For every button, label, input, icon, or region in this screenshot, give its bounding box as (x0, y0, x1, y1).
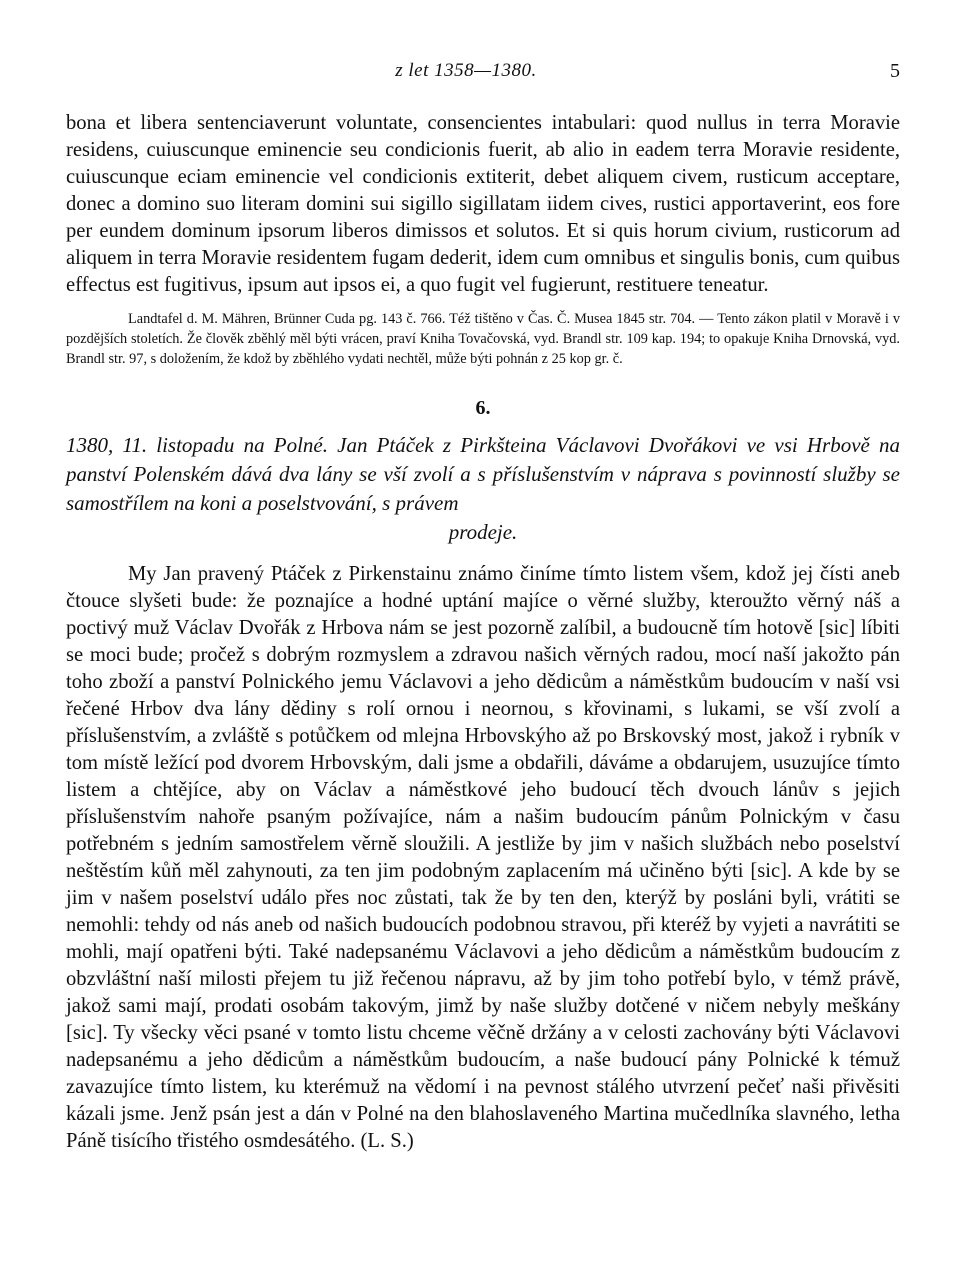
document-text-body: My Jan pravený Ptáček z Pirkenstainu známo činíme tímto listem všem, kdož jej čísti aneb čtouce slyšeti bude: že poznajíce a hodné uptání majíce o věrné služby, kteroužto věrný náš a poctivý muž Václav Dvořák z Hrbova nám se jest pozorně zalíbil, a budoucně tím hotově [sic] líbiti se moci bude; pročež s dobrým rozmyslem a zdravou našich věrných radou, mocí naší jakožto pán toho zboží a panství Polnického jemu Václavovi a jeho dědicům a náměstkům budoucím v naší vsi řečené Hrbov dva lány dědiny s rolí ornou i neornou, s křovinami, s lukami, se vší zvolí a příslušenstvím, a zvláště s potůčkem od mlejna Hrbovskýho až po Brskovský most, jakož i rybník v tom místě ležící pod dvorem Hrbovským, dali jsme a obdařili, dáváme a obdarujem, usuzujíce tímto listem a chtějíce, aby on Václav a náměstkové jeho budoucí těch dvouch lánův s jejich příslušenstvím nahoře psaným požívajíce, nám a našim budoucím pánům Polnickým v času potřebném s jedním samostřelem věrně sloužili. A jestliže by jim v našich službách nebo poselství neštěstím kůň měl zahynouti, za ten jim podobným zaplacením má učiněno býti [sic]. A kde by se jim v našem poselství událo přes noc zůstati, tak že by ten den, kterýž by posláni byli, vrátiti se nemohli: tehdy od nás aneb od našich budoucích podobnou stravou, při kteréž by vyjeti a navrátiti se mohli, mají opatřeni býti. Také nadepsanému Václavovi a jeho dědicům a náměstkům budoucím z obzvláštní naší milosti přejem tu již řečenou nápravu, až by jim toho potřebí bylo, v témž právě, jakož sami mají, prodati osobám takovým, jimž by naše služby dotčené v ničem nebyly meškány [sic]. Ty všecky věci psané v tomto listu chceme věčně držány a v celosti zachovány býti Václavovi nadepsanému a jeho dědicům a náměstkům budoucím, a naše budoucí pány Polnické k témuž zavazujíce tímto listem, ku kterémuž na vědomí i na pevnost stálého utvrzení pečeť naši přivěsiti kázali jsme. Jenž psán jest a dán v Polné na den blahoslaveného Martina mučedlníka slavného, letha Páně tisícího třistého osmdesátého. (L. S.) (66, 563, 900, 1152)
editorial-notes (66, 309, 900, 369)
document-text (66, 561, 900, 1155)
document-number: 6. (475, 397, 491, 419)
continuation-paragraph: bona et libera sentenciaverunt voluntate, consencientes intabulari: quod nullus in terra Moravie residens, cuiuscunque eminencie seu condicionis fuerit, ab alio in eadem terra Moravie residente, cuiuscunque eciam eminencie vel condicionis extiterit, debet aliquem civem, rusticum acceptare, donec a domino suo literam domini sui sigillo sigillatam iidem cives, rustici apportaverint, eos fore per eundem dominum ipsorum liberos dimissos et solutos. Et si quis horum civium, rusticorum ad aliquem in terra Moravie residentem fugam dederit, idem cum omnibus et singulis bonis, cum quibus effectus est fugitivus, ipsum aut ipsos ei, a quo fugit vel fugierunt, restituere teneatur. (66, 112, 900, 296)
running-title: z let 1358—1380. (395, 60, 537, 81)
notes-text: Landtafel d. M. Mähren, Brünner Cuda pg. 143 č. 766. Též tištěno v Čas. Č. Musea 1845 str. 704. — Tento zákon platil v Moravě i v pozdějších stoletích. Že člověk zběhlý měl býti vrácen, praví Kniha Tovačovská, vyd. Brandl str. 109 kap. 194; to opakuje Kniha Drnovská, vyd. Brandl str. 97, s doložením, že kdož by zběhlého vydati nechtěl, může býti pohnán z 25 kop gr. č. (66, 311, 900, 367)
document-page (66, 56, 900, 1155)
document-regest-end: prodeje. (448, 520, 518, 544)
page-header (66, 56, 900, 86)
document-regest: 1380, 11. listopadu na Polné. Jan Ptáček z Pirkšteina Václavovi Dvořákovi ve vsi Hrbově na panství Polenském dává dva lány se vší zvolí a s příslušenstvím v náprava s povinností služby se samostřílem na koni a poselstvování, s právem (66, 433, 900, 515)
page-number: 5 (890, 60, 900, 82)
